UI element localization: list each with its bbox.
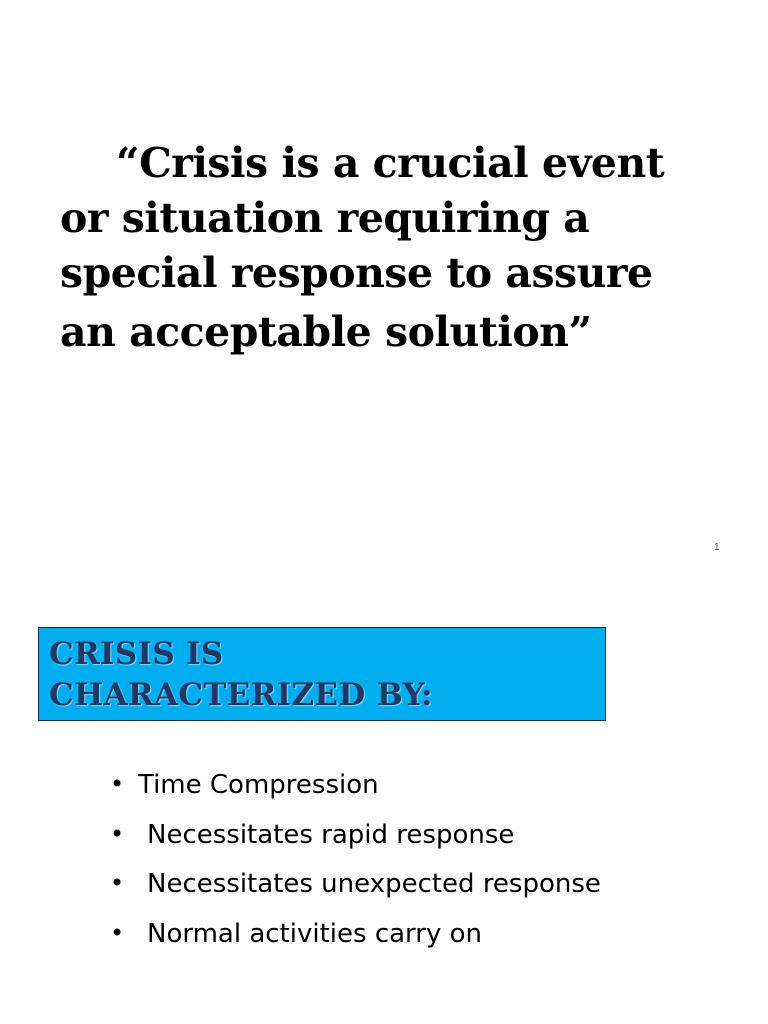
slide-heading xyxy=(39,628,605,716)
bullet-icon: • xyxy=(110,819,125,848)
quote-line: special response to assure xyxy=(60,249,653,297)
quote-line: an acceptable solution” xyxy=(60,308,592,356)
heading-box xyxy=(38,627,606,721)
list-item-text: Necessitates rapid response xyxy=(147,819,515,850)
bullet-icon: • xyxy=(110,869,125,897)
quote-line: “Crisis is a crucial event xyxy=(116,139,665,187)
quote-text xyxy=(60,136,740,364)
page-number: 1 xyxy=(714,542,720,553)
heading-line: CRISIS IS xyxy=(49,636,224,672)
list-item-text: Necessitates unexpected response xyxy=(147,869,601,899)
heading-line: CHARACTERIZED BY: xyxy=(49,677,433,713)
quote-line: or situation requiring a xyxy=(60,194,590,242)
list-item-text: Time Compression xyxy=(138,770,379,800)
slide-2 xyxy=(0,580,768,1024)
bullet-icon: • xyxy=(110,918,125,947)
bullet-icon: • xyxy=(110,770,125,798)
list-item-text: Normal activities carry on xyxy=(147,918,483,949)
